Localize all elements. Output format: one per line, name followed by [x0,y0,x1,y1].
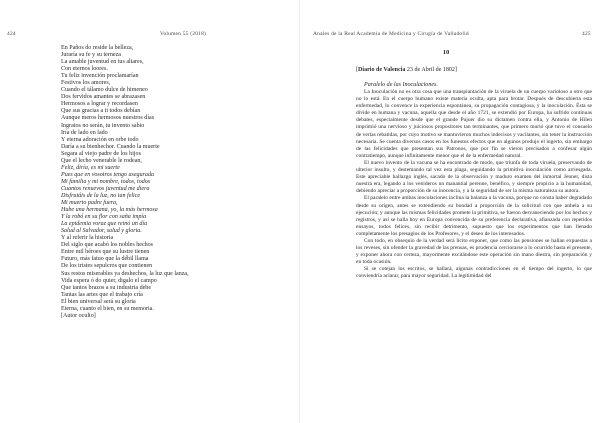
poem-line: Cuando el tálamo dulce de himeneo [61,87,148,94]
poem-line: Y la robó en su flor con saña impía [61,214,147,221]
poem-line: Tu feliz invención proclamarían [61,73,139,80]
article-paragraph: El paralelo entre ambas inoculaciones inclina la balanza a la vacuna, porque no consta haber degradado desde su origen, antes se extendiendo su bondad a proporción de la solicitud con que anhela a su ejecución; y aunque las mismas felicidades promete la primitiva, se fueron desvaneciendo por los hechos y registros, y así se halla hoy en Europa convencida de su preferencia declarativa, afianzada con repetidos ensayos, todos felices, sin recibir detrimento, supuesto que los experimentos que han llenado completamente los presagios de los Profesores, y el deseo de los interesados. [356,195,592,237]
poem-line: Segara al viejo padre de los hijos [61,150,141,157]
right-page [300,0,600,423]
left-running-head: Volumen 55 (2018) [160,31,207,37]
poem-line: Juraría su fe y su terneza [61,52,121,59]
poem-line: Que sus gracias a ti todos debían [61,108,141,115]
document-subtitle: Paralelo de las Inoculaciones. [364,82,438,88]
poem-line: Dos fervidos amantes se abrazasen [61,94,146,101]
poem-line: Entre mil héroes que su lustre tienen [61,249,150,256]
poem-line: El bien universal será su gloria [61,298,136,305]
poem-line: Festivos los amores, [61,80,111,87]
heading-bracket: [ [356,67,359,73]
poem [61,45,189,320]
poem-line: Y eterna adoración en orbe todo [61,136,139,143]
poem-line: Hube una hermana, yo, la más hermosa [61,207,158,214]
poem-line: Mi familia y mi nombre, todos, todos [61,178,151,185]
right-running-head: Anales de la Real Academia de Medicina y Cirugía de Valladolid [313,31,469,37]
document-number: 10 [442,49,450,56]
article-body [356,89,592,281]
poem-line: Vida espera ó do quier, digalo el campo [61,277,157,284]
document-heading [356,67,457,73]
article-paragraph: Con todo, en obsequio de la verdad será lícito exponer, que como las pensiones se hallan expuestas a los reveses, sin ofender la gravedad de las prensas, es prudencia cerciorarse a lo ocurrido hasta el presente, y exponer ahora con certeza, mayormente excitándose este operación sin mano diestra, sin preparación y en toda ocasión. [356,237,592,266]
poem-line: Mi muerto padre fuera, [61,200,118,207]
poem-line: Con eternos loores. [61,66,108,73]
poem-line: Eterna, cuanto el bien, en su memoria. [61,305,154,312]
poem-line: Futuro, más fatuo que la débil llama [61,256,149,263]
poem-line: Tantas las artes que el trabajo cría [61,291,143,298]
article-paragraph: El nuevo invento de la vacuna se ha encontrado de modo, que triunfa de toda viruela, preservando de ulterior insulto, y destemando tal vez esta plaga, seguidando la primitiva inoculación como arriesgada. Este apreciable hallazgo inglés, sacado de la observación y maduro examen del inmortal Jenner, dista nuestra era, legando a los venideros un manantial perenne, benéfico, y siempre propicio a la humanidad, debiendo apreciar a proporción de su inocencia, y a la seguridad de ser la misma naturaleza su autora. [356,159,592,195]
poem-line: Sus restos miserables ya deshechos, la luz que lanza, [61,270,189,277]
left-folio: 424 [7,31,16,37]
poem-line: Del siglo que acabó los nobles hechos [61,242,154,249]
poem-line: Cuantos renuevos juventud me diera [61,185,150,192]
article-paragraph: Si se cotejan los escritos, se hallará, algunas contradicciones en el tiempo del ingerto, lo que conviendría aclarar, para mayor seguridad. La legitimidad del [356,266,592,280]
poem-line: Y al referir la historia [61,235,114,242]
poem-line: La amable juventud en tus altares, [61,59,144,66]
poem-line: Daría a su bienhechor. Cuando la muerte [61,143,160,150]
article-paragraph: La Inoculación no es otra cosa que una transplantación de la viruela de un cuerpo varioloso a otro que no lo está. En el cuerpo humano existe materia oculta, apta para brotar. Después de descubierta esta enfermedad, lo convence la experiencia espontánea, su propagación contagiosa, y la inoculación. Ésta se divide en humana y vacuna, aquella que desde el año 1721, se extendió por Europa, ha sufrido continuas debates, especialmente desde que el grande Pujuer dio su dictamen contra ella, y Antonio de Hilen imprimió una nervioso y juiciosos propositores tan terminantes, que primero murió que tuvo el consuelo de verlas rebatidas, por cuyo motivo se mantuvieron muchos indecisos y vacilantes, sin tener la instrucción necesaria. Se cuenta diversos casos en los funestos efectos que en algunos produjo el ingerto, sin embargo de las felicidades que presentan sus Patronos, que por fin se vieron precisados a confesar algún contratiempo, aunque infinitamente menor que el de la enfermedad natural. [356,89,592,159]
poem-line: Aunque meros hermosos nuestros días [61,115,155,122]
heading-date: 23 de Abril de 1802] [405,67,457,73]
poem-line: Salud al Salvador, salud y gloria. [61,228,142,235]
poem-line: Ingratos no serán, tu invento sabio [61,122,145,129]
heading-source: Diario de Valencia [358,67,406,73]
poem-line: Que el lecho venerable le rodean, [61,157,142,164]
poem-line: Disfrutáis de la luz, no tan felice [61,192,141,199]
poem-line: Que tantos brazos a su industria debe [61,284,152,291]
poem-line: La epidemia voraz que reinó un día [61,221,148,228]
poem-line: Pues que en vosotros tengo asegurada [61,171,154,178]
poem-line: De los tristes sepulcros que contienen [61,263,153,270]
right-folio: 425 [582,31,591,37]
poem-line: [Autor oculto] [61,312,96,319]
poem-line: Iría de lado en lado [61,129,108,136]
poem-line: Hermosos a lograr y recordasen [61,101,138,108]
poem-line: En Paños do reside la belleza, [61,45,134,51]
poem-line: Feliz, diría, es mi suerte [61,164,120,171]
